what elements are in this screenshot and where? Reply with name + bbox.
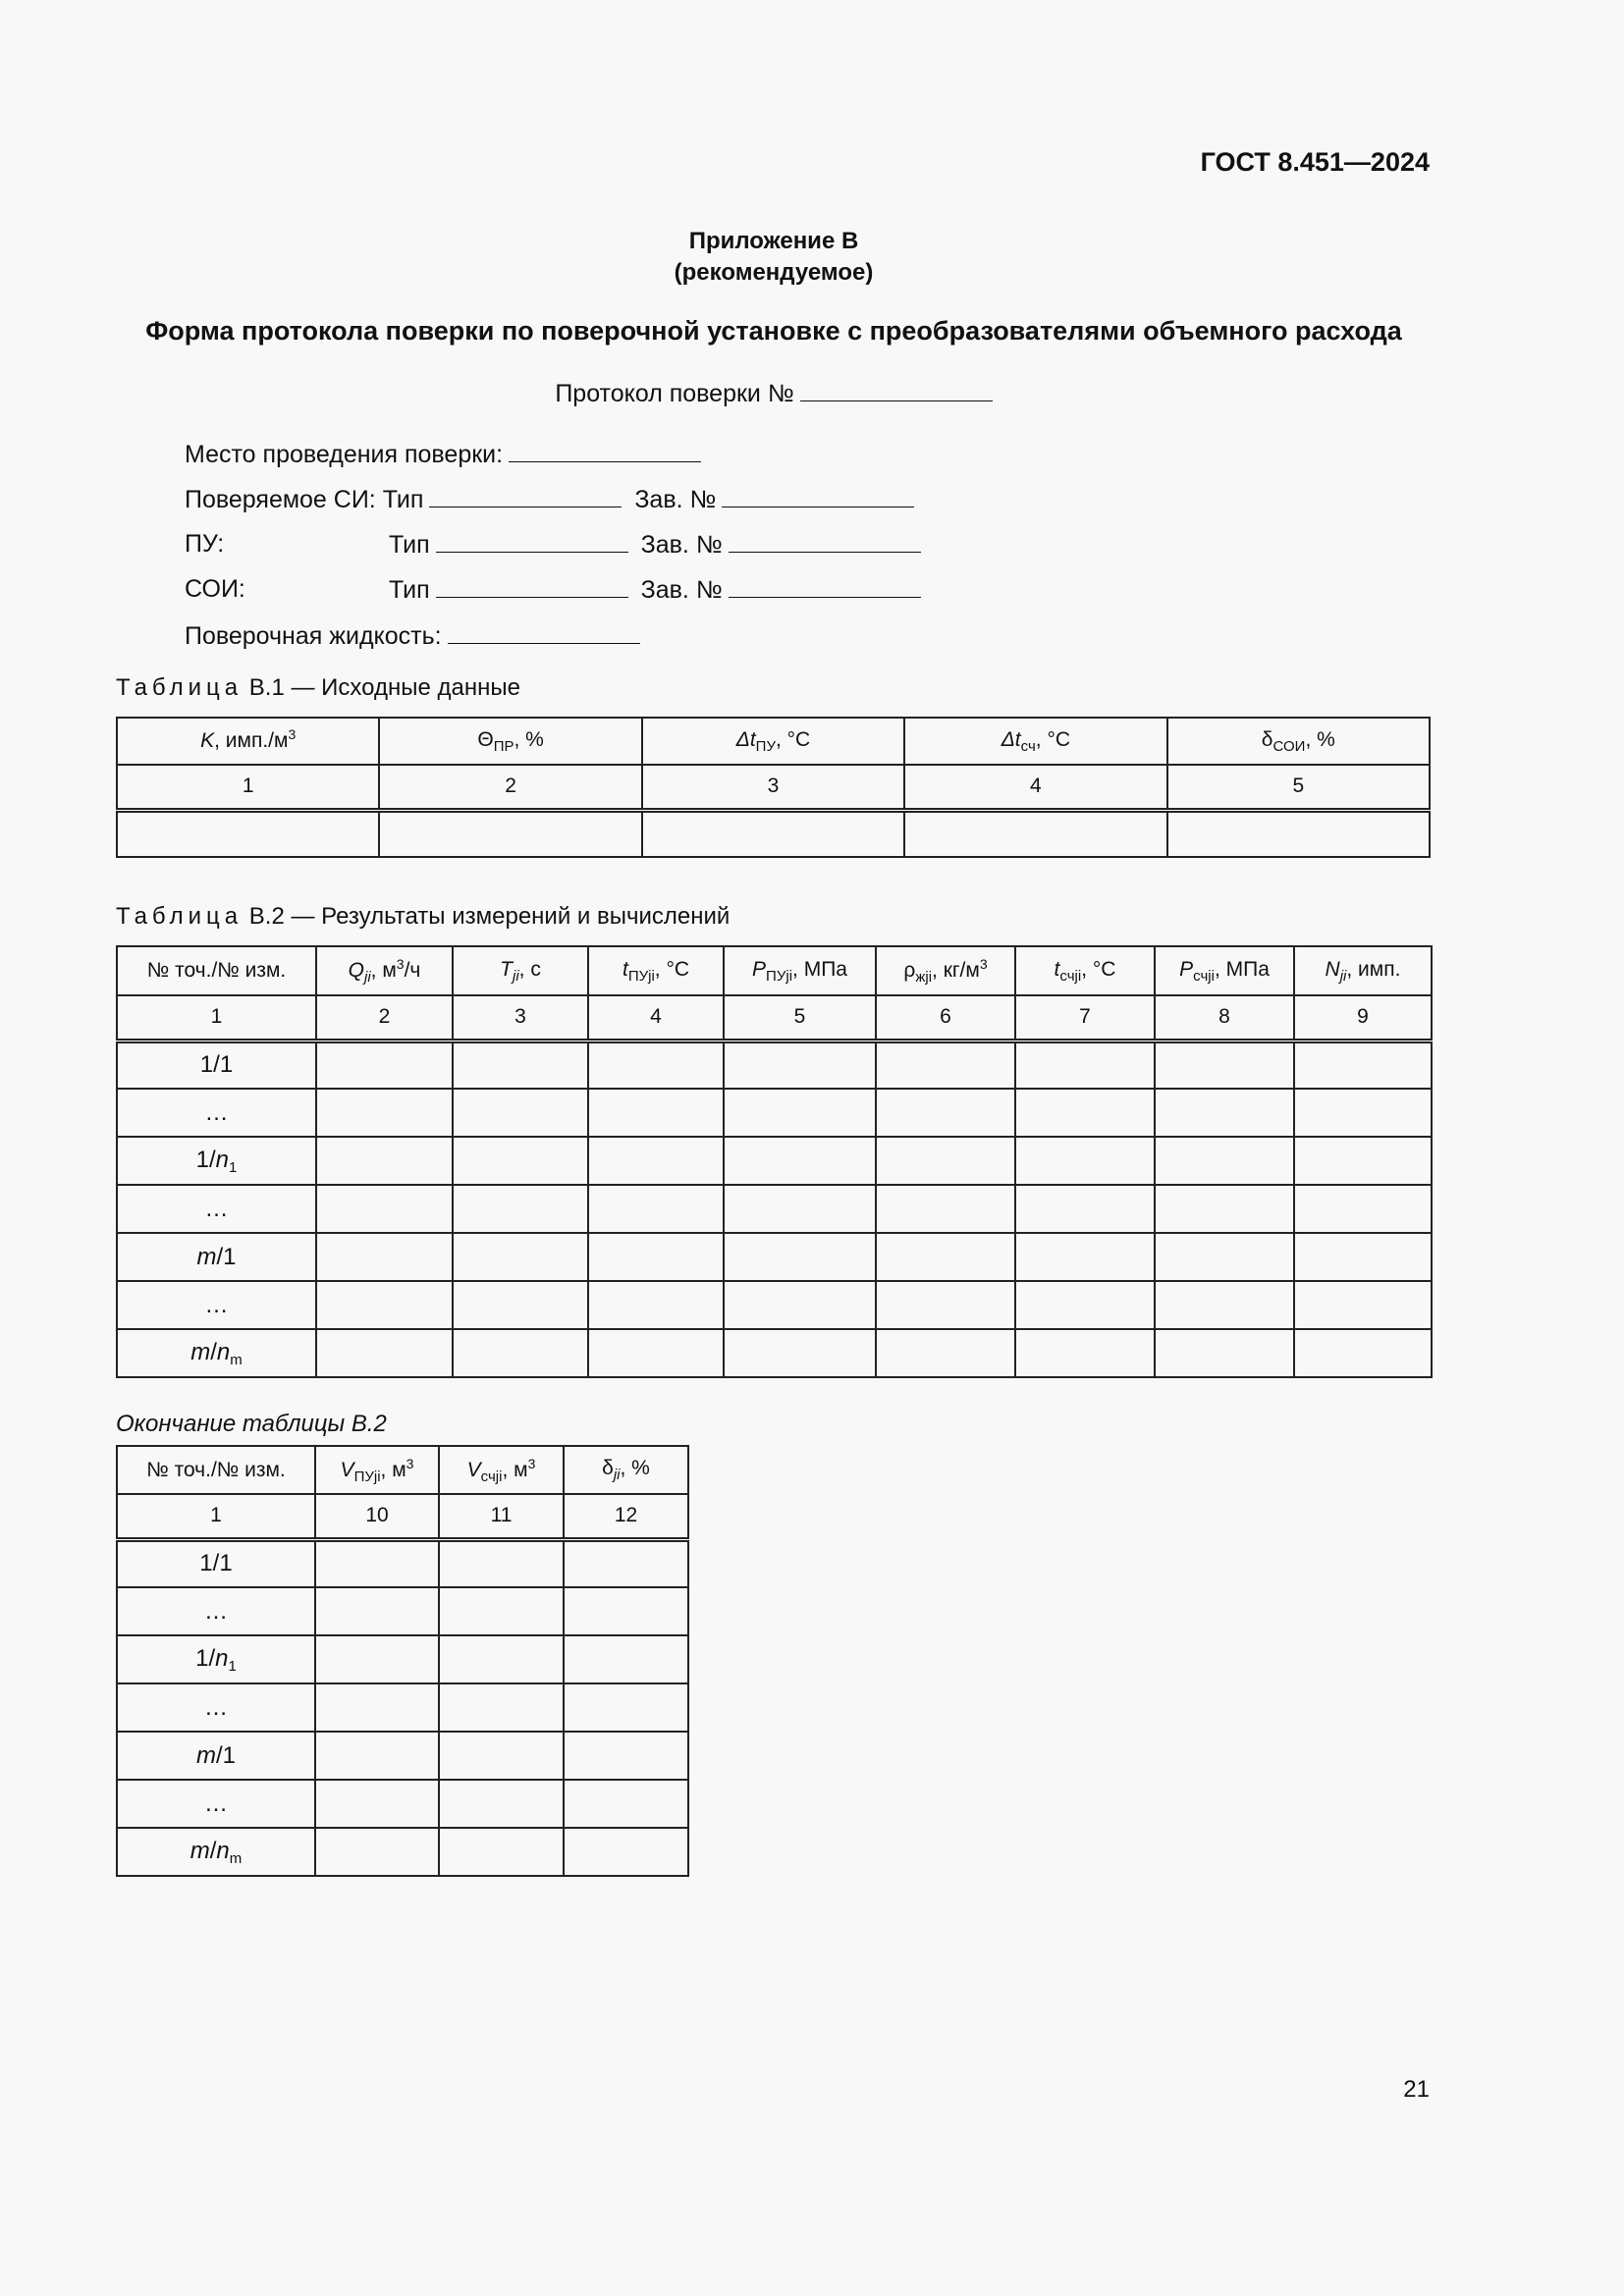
t2-row-label: 1/1 [117,1041,316,1089]
place-label: Место проведения поверки: [185,441,504,468]
t2-empty-cell[interactable] [724,1041,876,1089]
t2-empty-cell[interactable] [588,1233,724,1281]
t3-col-number: 1 [117,1494,315,1539]
soi-type-label: Тип [389,576,430,604]
t3-empty-cell[interactable] [564,1683,688,1732]
table3-body [117,1539,688,1876]
table3 [116,1445,689,1877]
t2-empty-cell[interactable] [724,1329,876,1377]
t1-empty-cell[interactable] [117,810,379,857]
t3-row-label: m/1 [117,1732,315,1780]
t3-empty-cell[interactable] [564,1539,688,1587]
soi-serial-blank[interactable] [729,575,921,598]
t3-row [117,1780,688,1828]
t2-empty-cell[interactable] [724,1281,876,1329]
t2-empty-cell[interactable] [588,1041,724,1089]
table2-number-row [117,995,1432,1041]
table2-caption-text: В.2 — Результаты измерений и вычислений [248,903,731,930]
t3-empty-cell[interactable] [564,1587,688,1635]
t3-col-number: 11 [439,1494,564,1539]
t2-row [117,1089,1432,1137]
t2-empty-cell[interactable] [316,1137,453,1185]
soi-serial-label: Зав. № [640,576,723,604]
t2-row-label: $1/n_1$ [117,1137,316,1185]
si-serial-blank[interactable] [722,485,914,507]
table3-caption: Окончание таблицы В.2 [116,1411,387,1437]
place-blank[interactable] [509,440,701,462]
t3-header-cell: $V_{ПУji}$, $м^3$ [315,1446,439,1494]
t2-col-number: 1 [117,995,316,1041]
table1-data-row [117,810,1430,857]
liquid-label: Поверочная жидкость: [185,622,442,650]
t3-empty-cell[interactable] [315,1539,439,1587]
t3-empty-cell[interactable] [439,1732,564,1780]
t2-empty-cell[interactable] [876,1089,1015,1137]
t2-empty-cell[interactable] [453,1281,588,1329]
t1-header-cell: $\delta_{СОИ}$, % [1167,718,1430,765]
t2-col-number: 9 [1294,995,1432,1041]
page-number: 21 [1403,2076,1430,2103]
t2-col-number: 5 [724,995,876,1041]
t3-header-cell: $V_{счji}$, $м^3$ [439,1446,564,1494]
pu-type-blank[interactable] [436,530,628,553]
t2-row [117,1185,1432,1233]
t2-col-number: 8 [1155,995,1294,1041]
t2-empty-cell[interactable] [724,1089,876,1137]
pu-serial-blank[interactable] [729,530,921,553]
t3-row-label: … [117,1780,315,1828]
t3-empty-cell[interactable] [315,1828,439,1876]
si-serial-label: Зав. № [634,486,717,513]
t2-empty-cell[interactable] [876,1137,1015,1185]
t3-empty-cell[interactable] [315,1683,439,1732]
table1-header-row [117,718,1430,765]
t1-empty-cell[interactable] [379,810,641,857]
t3-header-cell: № точ./№ изм. [117,1446,315,1494]
t2-row [117,1281,1432,1329]
table2 [116,945,1433,1378]
t1-header-cell: $\Delta t_{ПУ}$, °С [642,718,904,765]
t2-empty-cell[interactable] [1155,1233,1294,1281]
liquid-blank[interactable] [448,621,640,644]
table1-caption-prefix: Таблица [116,674,244,701]
t3-empty-cell[interactable] [564,1635,688,1683]
t3-row-label: $1/n_1$ [117,1635,315,1683]
t3-empty-cell[interactable] [315,1587,439,1635]
t2-empty-cell[interactable] [316,1329,453,1377]
pu-serial-label: Зав. № [640,531,723,559]
t3-row [117,1587,688,1635]
t2-row-label: $m/n_m$ [117,1329,316,1377]
t2-empty-cell[interactable] [1015,1185,1155,1233]
t2-header-cell: № точ./№ изм. [117,946,316,995]
t2-empty-cell[interactable] [1015,1329,1155,1377]
protocol-number-line [0,379,1547,408]
t2-header-cell: $P_{ПУji}$, МПа [724,946,876,995]
t2-empty-cell[interactable] [1015,1281,1155,1329]
si-label: Поверяемое СИ: Тип [185,486,424,513]
table3-header-row [117,1446,688,1494]
t2-empty-cell[interactable] [453,1185,588,1233]
protocol-number-blank[interactable] [800,379,993,401]
table2-caption [116,903,730,931]
t2-empty-cell[interactable] [1155,1329,1294,1377]
t1-col-number: 5 [1167,765,1430,810]
t2-empty-cell[interactable] [876,1041,1015,1089]
t2-row-label: … [117,1185,316,1233]
t2-empty-cell[interactable] [1155,1041,1294,1089]
t2-empty-cell[interactable] [588,1329,724,1377]
table1-number-row [117,765,1430,810]
t2-empty-cell[interactable] [588,1137,724,1185]
t2-empty-cell[interactable] [1294,1233,1432,1281]
t2-empty-cell[interactable] [1155,1281,1294,1329]
t3-row-label: … [117,1683,315,1732]
t3-empty-cell[interactable] [439,1635,564,1683]
t2-empty-cell[interactable] [588,1281,724,1329]
t2-empty-cell[interactable] [1155,1089,1294,1137]
table3-number-row [117,1494,688,1539]
t2-empty-cell[interactable] [724,1233,876,1281]
t3-empty-cell[interactable] [315,1635,439,1683]
t2-empty-cell[interactable] [1155,1137,1294,1185]
t2-col-number: 7 [1015,995,1155,1041]
t2-empty-cell[interactable] [1294,1281,1432,1329]
table2-caption-prefix: Таблица [116,903,244,930]
t1-header-cell: K, $имп./м^3$ [117,718,379,765]
t2-empty-cell[interactable] [1155,1185,1294,1233]
t1-col-number: 2 [379,765,641,810]
t2-empty-cell[interactable] [316,1089,453,1137]
t2-header-cell: $t_{ПУji}$, °С [588,946,724,995]
t2-empty-cell[interactable] [453,1329,588,1377]
t2-col-number: 4 [588,995,724,1041]
t2-empty-cell[interactable] [588,1089,724,1137]
field-soi [389,575,921,605]
t2-header-cell: $t_{счji}$, °С [1015,946,1155,995]
form-title: Форма протокола поверки по поверочной установке с преобразователями объемного расхода [145,316,1402,346]
t2-empty-cell[interactable] [876,1281,1015,1329]
si-type-blank[interactable] [429,485,622,507]
t3-col-number: 10 [315,1494,439,1539]
t2-empty-cell[interactable] [316,1281,453,1329]
field-liquid [185,621,640,651]
appendix-title: Приложение В [688,228,859,254]
t2-empty-cell[interactable] [453,1137,588,1185]
field-place [185,440,701,469]
t3-empty-cell[interactable] [315,1780,439,1828]
t2-empty-cell[interactable] [724,1137,876,1185]
t2-empty-cell[interactable] [588,1185,724,1233]
t1-col-number: 1 [117,765,379,810]
t3-empty-cell[interactable] [439,1539,564,1587]
t2-header-cell: $T_{ji}$, с [453,946,588,995]
t3-header-cell: $\delta_{ji}$, % [564,1446,688,1494]
t1-empty-cell[interactable] [904,810,1166,857]
t2-row [117,1041,1432,1089]
t2-header-cell: $Q_{ji}$, $м^3/ч$ [316,946,453,995]
t2-col-number: 6 [876,995,1015,1041]
t3-row [117,1828,688,1876]
t3-row-label: 1/1 [117,1539,315,1587]
t3-row-label: $m/n_m$ [117,1828,315,1876]
table1 [116,717,1431,858]
t1-col-number: 4 [904,765,1166,810]
t3-row [117,1683,688,1732]
t2-row [117,1233,1432,1281]
appendix-status: (рекомендуемое) [674,259,874,286]
t1-empty-cell[interactable] [642,810,904,857]
t2-row-label: m/1 [117,1233,316,1281]
field-pu-label: ПУ: [185,530,225,558]
t2-empty-cell[interactable] [1015,1233,1155,1281]
t2-empty-cell[interactable] [316,1233,453,1281]
field-si [185,485,914,514]
table2-body [117,1041,1432,1377]
t3-col-number: 12 [564,1494,688,1539]
t2-empty-cell[interactable] [453,1233,588,1281]
t2-empty-cell[interactable] [453,1089,588,1137]
field-soi-label: СОИ: [185,575,245,603]
t2-empty-cell[interactable] [1294,1185,1432,1233]
t3-row [117,1635,688,1683]
t3-row [117,1539,688,1587]
pu-type-label: Тип [389,531,430,559]
t2-header-cell: $N_{ji}$, имп. [1294,946,1432,995]
t3-empty-cell[interactable] [439,1780,564,1828]
t3-empty-cell[interactable] [439,1683,564,1732]
t1-header-cell: $\Theta_{ПР}$, % [379,718,641,765]
t2-empty-cell[interactable] [1294,1329,1432,1377]
table1-caption [116,674,520,702]
t3-empty-cell[interactable] [315,1732,439,1780]
t2-col-number: 2 [316,995,453,1041]
t1-col-number: 3 [642,765,904,810]
t2-empty-cell[interactable] [316,1041,453,1089]
t3-row-label: … [117,1587,315,1635]
t3-empty-cell[interactable] [564,1828,688,1876]
soi-type-blank[interactable] [436,575,628,598]
document-code: ГОСТ 8.451—2024 [1200,147,1430,177]
t2-empty-cell[interactable] [1294,1089,1432,1137]
t1-empty-cell[interactable] [1167,810,1430,857]
t2-empty-cell[interactable] [876,1233,1015,1281]
t2-empty-cell[interactable] [1294,1041,1432,1089]
t2-row-label: … [117,1089,316,1137]
t3-empty-cell[interactable] [564,1732,688,1780]
t3-empty-cell[interactable] [439,1587,564,1635]
t2-row [117,1329,1432,1377]
table1-caption-text: В.1 — Исходные данные [248,674,520,701]
t2-empty-cell[interactable] [876,1329,1015,1377]
t2-empty-cell[interactable] [876,1185,1015,1233]
t1-header-cell: $\Delta t_{сч}$, °С [904,718,1166,765]
t2-empty-cell[interactable] [453,1041,588,1089]
t2-col-number: 3 [453,995,588,1041]
t2-empty-cell[interactable] [316,1185,453,1233]
appendix-heading [0,226,1547,289]
t2-row-label: … [117,1281,316,1329]
table2-header-row [117,946,1432,995]
t2-empty-cell[interactable] [724,1185,876,1233]
t3-row [117,1732,688,1780]
field-pu [389,530,921,560]
t2-empty-cell[interactable] [1015,1041,1155,1089]
t3-empty-cell[interactable] [439,1828,564,1876]
t2-empty-cell[interactable] [1294,1137,1432,1185]
t2-header-cell: $\rho_{жji}$, $кг/м^3$ [876,946,1015,995]
t3-empty-cell[interactable] [564,1780,688,1828]
t2-empty-cell[interactable] [1015,1089,1155,1137]
t2-empty-cell[interactable] [1015,1137,1155,1185]
protocol-label: Протокол поверки № [555,380,794,407]
t2-header-cell: $P_{счji}$, МПа [1155,946,1294,995]
t2-row [117,1137,1432,1185]
